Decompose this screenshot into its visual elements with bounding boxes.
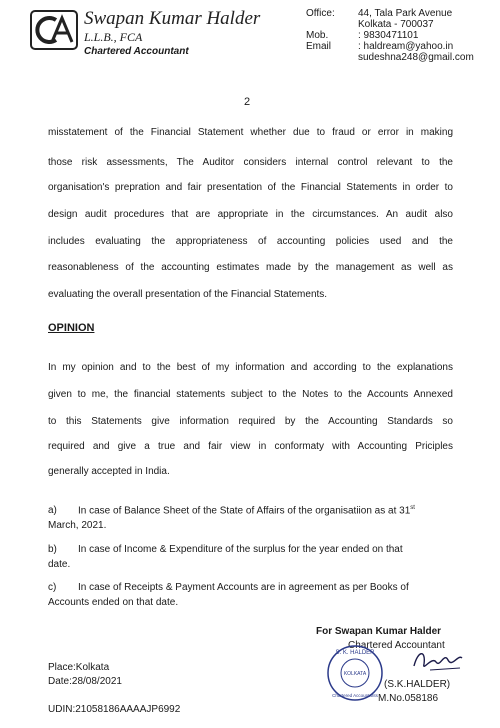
body-line: reasonableness of the accounting estimates made by the management as well as bbox=[48, 262, 453, 273]
opinion-line: In my opinion and to the best of my information and according to the explanations bbox=[48, 362, 453, 373]
body-line: those risk assessments, The Auditor considers internal control relevant to the bbox=[48, 157, 453, 168]
item-superscript: st bbox=[410, 505, 415, 511]
contact-office: Office: 44, Tala Park Avenue bbox=[306, 8, 453, 19]
svg-text:Chartered Accountants: Chartered Accountants bbox=[332, 693, 378, 698]
svg-text:S. K. HALDER: S. K. HALDER bbox=[335, 650, 375, 656]
item-marker: b) bbox=[48, 544, 57, 555]
body-line: organisation's prepration and fair presentation of the Financial Statements in order to bbox=[48, 182, 453, 193]
firm-role: Chartered Accountant bbox=[84, 46, 189, 57]
firm-logo bbox=[30, 10, 78, 50]
signature-role: Chartered Accountant bbox=[348, 640, 445, 651]
body-line: includes evaluating the appropriateness of accounting policies used and the bbox=[48, 236, 453, 247]
opinion-line: generally accepted in India. bbox=[48, 466, 170, 477]
body-line: design audit procedures that are appropriate in the circumstances. An audit also bbox=[48, 209, 453, 220]
item-text: In case of Receipts & Payment Accounts are in agreement as per Books of bbox=[78, 582, 409, 593]
opinion-heading: OPINION bbox=[48, 322, 95, 334]
contact-email: Email : haldream@yahoo.in bbox=[306, 41, 454, 52]
firm-name: Swapan Kumar Halder bbox=[84, 8, 261, 29]
firm-qualifications: L.L.B., FCA bbox=[84, 30, 143, 44]
place-field: Place:Kolkata bbox=[48, 662, 110, 673]
contact-mobile: Mob. : 9830471101 bbox=[306, 30, 419, 41]
udin-field: UDIN:21058186AAAAJP6992 bbox=[48, 704, 181, 715]
signature-for-line: For Swapan Kumar Halder bbox=[316, 626, 442, 637]
svg-text:KOLKATA: KOLKATA bbox=[343, 671, 367, 677]
page-number: 2 bbox=[244, 96, 251, 108]
body-line: evaluating the overall presentation of the Financial Statements. bbox=[48, 289, 328, 300]
opinion-line: to this Statements give information required by the Accounting Standards so bbox=[48, 416, 453, 427]
opinion-line: given to me, the financial statements subject to the Notes to the Accounts Annexed bbox=[48, 389, 453, 400]
item-text-continued: Accounts ended on that date. bbox=[48, 597, 179, 608]
signature-name: (S.K.HALDER) bbox=[384, 679, 451, 690]
membership-number: M.No.058186 bbox=[378, 693, 439, 704]
contact-city: Kolkata - 700037 bbox=[358, 19, 434, 30]
contact-block bbox=[306, 8, 496, 68]
body-line: misstatement of the Financial Statement whether due to fraud or error in making bbox=[48, 127, 453, 138]
date-field: Date:28/08/2021 bbox=[48, 676, 122, 687]
handwritten-signature bbox=[410, 646, 466, 676]
item-text: In case of Balance Sheet of the State of Affairs of the organisatiion as at 31 bbox=[78, 505, 411, 517]
contact-email-2: sudeshna248@gmail.com bbox=[358, 52, 474, 63]
item-marker: a) bbox=[48, 505, 57, 516]
opinion-line: required and give a true and fair view in conformaty with Accounting Priciples bbox=[48, 441, 453, 452]
item-marker: c) bbox=[48, 582, 57, 593]
firm-stamp bbox=[326, 644, 384, 702]
item-text: In case of Income & Expenditure of the surplus for the year ended on that bbox=[78, 544, 403, 555]
item-text-continued: March, 2021. bbox=[48, 520, 107, 531]
item-text-continued: date. bbox=[48, 559, 71, 570]
